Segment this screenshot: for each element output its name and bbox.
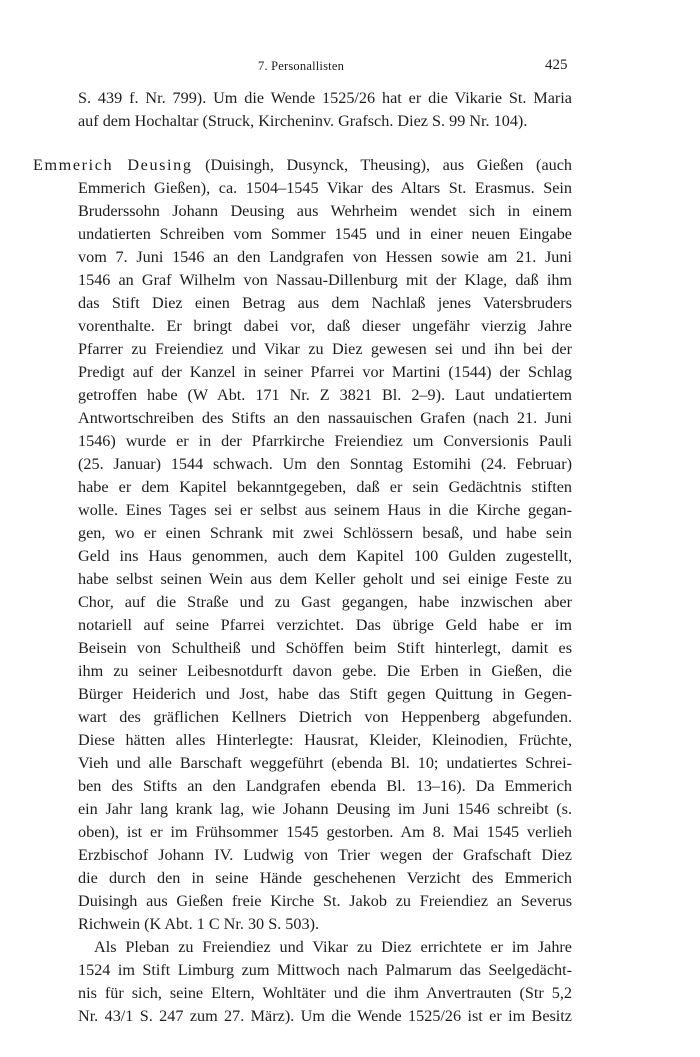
text-line: Antwortschreiben des Stifts an den nassauischen Grafen (nach 21. Juni	[78, 409, 572, 427]
text-line: nis für sich, seine Eltern, Wohltäter und die ihm Anvertrauten (Str 5,2	[78, 984, 572, 1002]
text-line: undatierten Schreiben vom Sommer 1545 und in einer neuen Eingabe	[78, 225, 572, 243]
text-line: die durch den in seine Hände geschehenen Verzicht des Emmerich	[78, 869, 572, 887]
text-line: vom 7. Juni 1546 an den Landgrafen von Hessen sowie am 21. Juni	[78, 248, 572, 266]
text-line: (25. Januar) 1544 schwach. Um den Sonntag Estomihi (24. Februar)	[78, 455, 572, 473]
text-line: getroffen habe (W Abt. 171 Nr. Z 3821 Bl. 2–9). Laut undatiertem	[78, 386, 572, 404]
text-line: ben des Stifts an den Landgrafen ebenda Bl. 13–16). Da Emmerich	[78, 777, 572, 795]
running-head	[0, 57, 700, 79]
text-line: vorenthalte. Er bringt dabei vor, daß dieser ungefähr vierzig Jahre	[78, 317, 572, 335]
text-line: 1546) wurde er in der Pfarrkirche Freiendiez um Conversionis Pauli	[78, 432, 572, 450]
text-line: Pfarrer zu Freiendiez und Vikar zu Diez gewesen sei und ihn bei der	[78, 340, 572, 358]
entry-first-line	[33, 155, 572, 175]
text-line: 1524 im Stift Limburg zum Mittwoch nach Palmarum das Seelgedächt-	[78, 961, 572, 979]
text-line: Geld ins Haus genommen, auch dem Kapitel 100 Gulden zugestellt,	[78, 547, 572, 565]
text-line: Bürger Heiderich und Jost, habe das Stift gegen Quittung in Gegen-	[78, 685, 572, 703]
text-line: Beisein von Schultheiß und Schöffen beim Stift hinterlegt, damit es	[78, 639, 572, 657]
text-line: Vieh und alle Barschaft weggeführt (ebenda Bl. 10; undatiertes Schrei-	[78, 754, 572, 772]
text-line: Erzbischof Johann IV. Ludwig von Trier wegen der Grafschaft Diez	[78, 846, 572, 864]
page-number: 425	[545, 57, 568, 73]
text-line: Emmerich Gießen), ca. 1504–1545 Vikar des Altars St. Erasmus. Sein	[78, 179, 572, 197]
text-line: Nr. 43/1 S. 247 zum 27. März). Um die Wende 1525/26 ist er im Besitz	[78, 1007, 572, 1025]
text-line: wolle. Eines Tages sei er selbst aus seinem Haus in die Kirche gegan-	[78, 501, 572, 519]
text-line: Bruderssohn Johann Deusing aus Wehrheim wendet sich in einem	[78, 202, 572, 220]
entry-name: Emmerich Deusing	[33, 156, 193, 174]
text-line: habe er dem Kapitel bekanntgegeben, daß er sein Gedächtnis stiften	[78, 478, 572, 496]
text-line: auf dem Hochaltar (Struck, Kircheninv. Grafsch. Diez S. 99 Nr. 104).	[78, 112, 528, 130]
text-line: 1546 an Graf Wilhelm von Nassau-Dillenburg mit der Klage, daß ihm	[78, 271, 572, 289]
text-line: Predigt auf der Kanzel in seiner Pfarrei vor Martini (1544) der Schlag	[78, 363, 572, 381]
text-line: oben), ist er im Frühsommer 1545 gestorben. Am 8. Mai 1545 verlieh	[78, 823, 572, 841]
text-line: Richwein (K Abt. 1 C Nr. 30 S. 503).	[78, 915, 320, 933]
text-line: ihm zu seiner Leibesnotdurft davon gebe. Die Erben in Gießen, die	[78, 662, 572, 680]
text-line: S. 439 f. Nr. 799). Um die Wende 1525/26 hat er die Vikarie St. Maria	[78, 89, 572, 107]
text-line: habe selbst seinen Wein aus dem Keller geholt und sei einige Feste zu	[78, 570, 572, 588]
text-line: Diese hätten alles Hinterlegte: Hausrat, Kleider, Kleinodien, Früchte,	[78, 731, 572, 749]
text-line: wart des gräflichen Kellners Dietrich von Heppenberg abgefunden.	[78, 708, 572, 726]
text-line: Duisingh aus Gießen freie Kirche St. Jakob zu Freiendiez an Severus	[78, 892, 572, 910]
entry-first-line-text: (Duisingh, Dusynck, Theusing), aus Gießen (auch	[205, 156, 573, 174]
text-line: notariell auf seine Pfarrei verzichtet. Das übrige Geld habe er im	[78, 616, 572, 634]
paragraph-first-line: Als Pleban zu Freiendiez und Vikar zu Diez errichtete er im Jahre	[94, 938, 572, 956]
text-line: gen, wo er einen Schrank mit zwei Schlössern besaß, und habe sein	[78, 524, 572, 542]
text-line: Chor, auf die Straße und zu Gast gegangen, habe inzwischen aber	[78, 593, 572, 611]
section-title: 7. Personallisten	[258, 59, 345, 73]
text-line: ein Jahr lang krank lag, wie Johann Deusing im Juni 1546 schreibt (s.	[78, 800, 572, 818]
text-line: das Stift Diez einen Betrag aus dem Nachlaß jenes Vatersbruders	[78, 294, 572, 312]
